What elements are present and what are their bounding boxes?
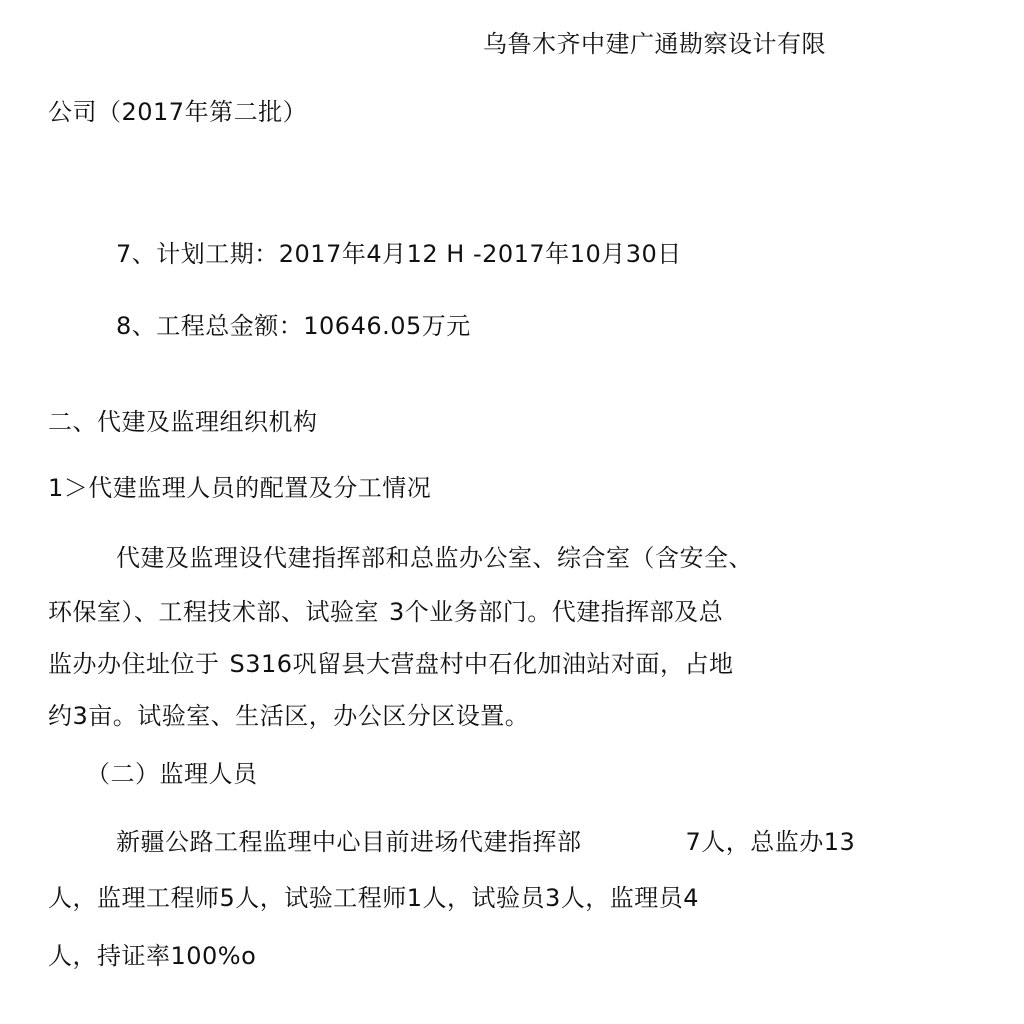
paragraph-1-line-2	[48, 596, 723, 628]
section-2-title: 二、代建及监理组织机构	[48, 408, 318, 436]
header-company-line1: 乌鲁木齐中建广通勘察设计有限	[483, 30, 826, 58]
paragraph-1-line-2-part-b: 3个业务部门。代建指挥部及总	[389, 598, 724, 626]
paragraph-2-line-2: 人，监理工程师5人，试验工程师1人，试验员3人，监理员4	[48, 884, 700, 912]
paragraph-1-line-3-part-a: 监办办住址位于	[48, 650, 220, 678]
paragraph-1-line-3-part-b: S316巩留县大营盘村中石化加油站对面，占地	[229, 650, 734, 678]
paragraph-1-line-4: 约3亩。试验室、生活区，办公区分区设置。	[48, 702, 530, 730]
paragraph-2-line-1	[116, 826, 855, 858]
item-8-total-amount: 8、工程总金额：10646.05万元	[116, 312, 471, 340]
subsection-1-title: 1＞代建监理人员的配置及分工情况	[48, 474, 432, 502]
paragraph-2-line-1-part-a: 新疆公路工程监理中心目前进场代建指挥部	[116, 828, 582, 856]
paragraph-2-line-3: 人，持证率100%o	[48, 942, 257, 970]
paragraph-1-line-1: 代建及监理设代建指挥部和总监办公室、综合室（含安全、	[116, 544, 753, 572]
paragraph-2-line-1-part-b: 7人，总监办13	[685, 828, 856, 856]
paragraph-1-line-2-part-a: 环保室）、工程技术部、试验室	[48, 598, 379, 626]
item-7-schedule: 7、计划工期：2017年4月12 H -2017年10月30日	[116, 240, 682, 268]
header-company-line2: 公司（2017年第二批）	[48, 98, 308, 126]
subsection-2-title: （二）监理人员	[86, 760, 258, 788]
paragraph-1-line-3	[48, 648, 734, 680]
